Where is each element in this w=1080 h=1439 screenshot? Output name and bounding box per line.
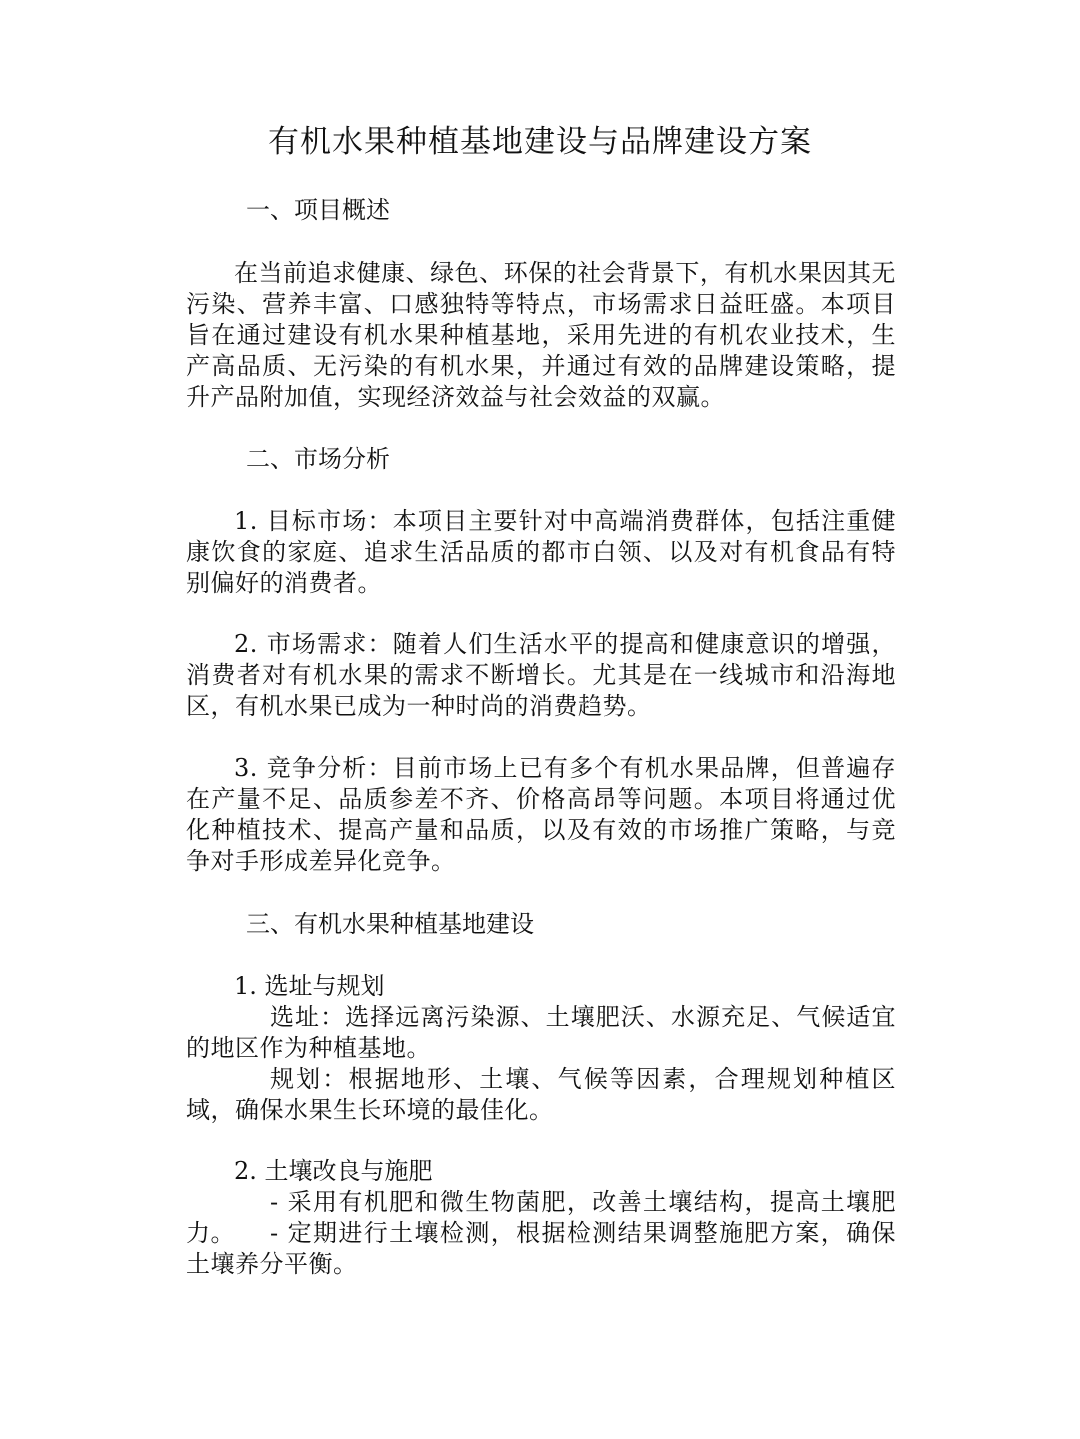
subheading-soil-fertilizer: 2. 土壤改良与施肥 [234,1157,433,1185]
paragraph-market-demand: 2. 市场需求：随着人们生活水平的提高和健康意识的增强，消费者对有机水果的需求不断增长。尤其是在一线城市和沿海地区，有机水果已成为一种时尚的消费趋势。 [186,630,896,720]
paragraph-site-selection: 选址：选择远离污染源、土壤肥沃、水源充足、气候适宜的地区作为种植基地。 [186,1003,896,1062]
paragraph-target-market: 1. 目标市场：本项目主要针对中高端消费群体，包括注重健康饮食的家庭、追求生活品质的都市白领、以及对有机食品有特别偏好的消费者。 [186,507,896,597]
section-heading-market: 二、市场分析 [246,445,390,473]
section-heading-base-construction: 三、有机水果种植基地建设 [246,910,534,938]
section-heading-overview: 一、项目概述 [246,196,390,224]
paragraph-soil-improvement: - 采用有机肥和微生物菌肥，改善土壤结构，提高土壤肥力。 [186,1188,896,1247]
paragraph-planning: 规划：根据地形、土壤、气候等因素，合理规划种植区域，确保水果生长环境的最佳化。 [186,1065,896,1124]
paragraph-competition: 3. 竞争分析：目前市场上已有多个有机水果品牌，但普遍存在产量不足、品质参差不齐、价格高昂等问题。本项目将通过优化种植技术、提高产量和品质，以及有效的市场推广策略，与竞争对手形成差异化竞争。 [186,754,896,875]
subheading-site-planning: 1. 选址与规划 [234,972,385,1000]
paragraph-soil-testing: - 定期进行土壤检测，根据检测结果调整施肥方案，确保土壤养分平衡。 [186,1219,896,1278]
document-title: 有机水果种植基地建设与品牌建设方案 [268,124,812,160]
paragraph-overview: 在当前追求健康、绿色、环保的社会背景下，有机水果因其无污染、营养丰富、口感独特等特点，市场需求日益旺盛。本项目旨在通过建设有机水果种植基地，采用先进的有机农业技术，生产高品质、无污染的有机水果，并通过有效的品牌建设策略，提升产品附加值，实现经济效益与社会效益的双赢。 [186,259,896,411]
